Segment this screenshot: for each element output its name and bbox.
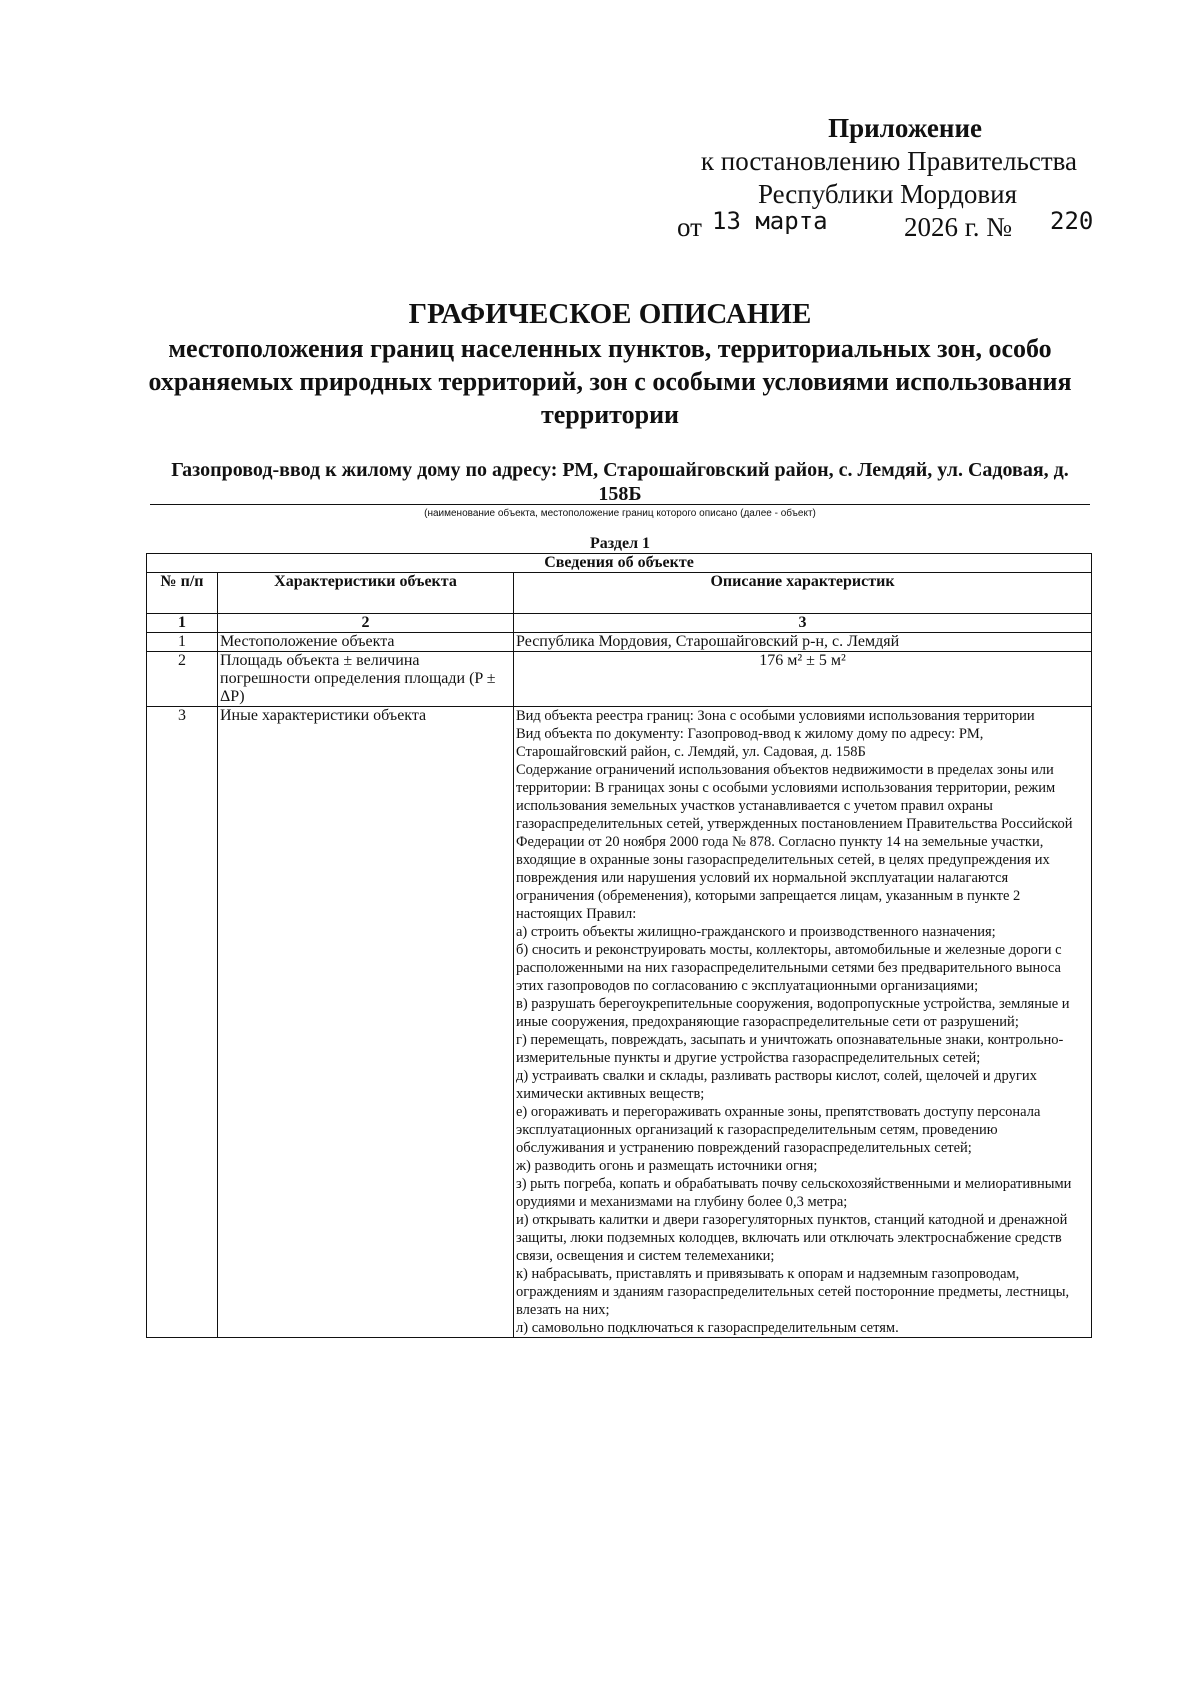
document-title-main: ГРАФИЧЕСКОЕ ОПИСАНИЕ [408,298,812,330]
row-characteristic: Площадь объекта ± величина погрешности определения площади (P ± ΔP) [218,652,514,707]
description-paragraph: Содержание ограничений использования объектов недвижимости в пределах зоны или территории: В границах зоны с особыми условиями использования территории, режим использования земельных участков устанавливается с учетом правил охраны газораспределительных сетей, утвержденных постановлением Правительства Российской Федерации от 20 ноября 2000 года № 878. Согласно пункту 14 на земельные участки, входящие в охранные зоны газораспределительных сетей, в целях предупреждения их повреждения или нарушения условий их нормальной эксплуатации налагаются ограничения (обременения), которыми запрещается лицам, указанным в пункте 2 настоящих Правил: [516,762,1073,922]
row-number: 2 [147,652,218,707]
description-paragraph: и) открывать калитки и двери газорегуляторных пунктов, станций катодной и дренажной защиты, люки подземных колодцев, включать или отключать электроснабжение средств связи, освещения и систем телемеханики; [516,1212,1068,1264]
description-paragraph: к) набрасывать, приставлять и привязывать к опорам и надземным газопроводам, ограждениям и зданиям газораспределительных сетей посторонние предметы, лестницы, влезать на них; [516,1266,1070,1318]
date-prefix: от [677,212,702,242]
appendix-title: Приложение [828,113,982,143]
col-number-2: 2 [218,614,514,633]
description-paragraph: з) рыть погреба, копать и обрабатывать почву сельскохозяйственными и мелиоративными орудиями и механизмами на глубину более 0,3 метра; [516,1176,1072,1210]
object-underline [150,504,1090,505]
table-row [147,707,1092,1338]
description-paragraph: Вид объекта по документу: Газопровод-ввод к жилому дому по адресу: РМ, Старошайговский район, с. Лемдяй, ул. Садовая, д. 158Б [516,726,984,760]
col-number-3: 3 [514,614,1092,633]
row-characteristic: Иные характеристики объекта [218,707,514,1338]
row-value-description [514,707,1092,1338]
appendix-line-2: Республики Мордовия [757,179,1017,209]
header-number: № п/п [147,573,218,614]
description-paragraph: л) самовольно подключаться к газораспределительным сетям. [516,1320,899,1336]
object-info-table [146,553,1092,1338]
description-paragraph: е) огораживать и перегораживать охранные зоны, препятствовать доступу персонала эксплуатационных организаций к газораспределительным сетям, проведению обслуживания и устранению повреждений газораспределительных сетей; [516,1104,1041,1156]
description-paragraph: в) разрушать берегоукрепительные сооружения, водопропускные устройства, земляные и иные сооружения, предохраняющие газораспределительные сети от разрушений; [516,996,1070,1030]
row-characteristic: Местоположение объекта [218,633,514,652]
appendix-header [672,112,1092,245]
appendix-line-1: к постановлению Правительства [700,146,1077,176]
description-paragraph: ж) разводить огонь и размещать источники огня; [516,1158,818,1174]
row-number: 3 [147,707,218,1338]
appendix-date-line [672,207,1094,245]
description-paragraph: а) строить объекты жилищно-гражданского и производственного назначения; [516,924,996,940]
table-title: Сведения об объекте [147,554,1092,573]
row-number: 1 [147,633,218,652]
description-paragraph: д) устраивать свалки и склады, разливать растворы кислот, солей, щелочей и других химически активных веществ; [516,1068,1037,1102]
object-caption: (наименование объекта, местоположение границ которого описано (далее - объект) [424,508,816,519]
description-paragraph: г) перемещать, повреждать, засыпать и уничтожать опознавательные знаки, контрольно-измерительные пункты и другие устройства газораспределительных сетей; [516,1032,1064,1066]
table-row [147,633,1092,652]
row-value: 176 м² ± 5 м² [514,652,1092,707]
document-title-sub: местоположения границ населенных пунктов, территориальных зон, особо охраняемых природных территорий, зон с особыми условиями использования территории [148,334,1072,429]
description-paragraph: б) сносить и реконструировать мосты, коллекторы, автомобильные и железные дороги с расположенными на них газораспределительными сетями без предварительного выноса этих газопроводов по согласованию с эксплуатационными организациями; [516,942,1062,994]
column-number-row [147,614,1092,633]
header-description: Описание характеристик [514,573,1092,614]
row-value: Республика Мордовия, Старошайговский р-н, с. Лемдяй [514,633,1092,652]
col-number-1: 1 [147,614,218,633]
document-number: 220 [1050,207,1094,235]
table-row [147,652,1092,707]
year-prefix: 2026 г. № [904,212,1013,242]
table-header-row [147,573,1092,614]
date-value: 13 марта [712,207,828,235]
object-name: Газопровод-ввод к жилому дому по адресу: РМ, Старошайговский район, с. Лемдяй, ул. Садовая, д. 158Б [171,459,1069,505]
description-paragraph: Вид объекта реестра границ: Зона с особыми условиями использования территории [516,708,1035,724]
section-label: Раздел 1 [589,535,651,552]
header-characteristics: Характеристики объекта [218,573,514,614]
document-title [130,296,1090,431]
